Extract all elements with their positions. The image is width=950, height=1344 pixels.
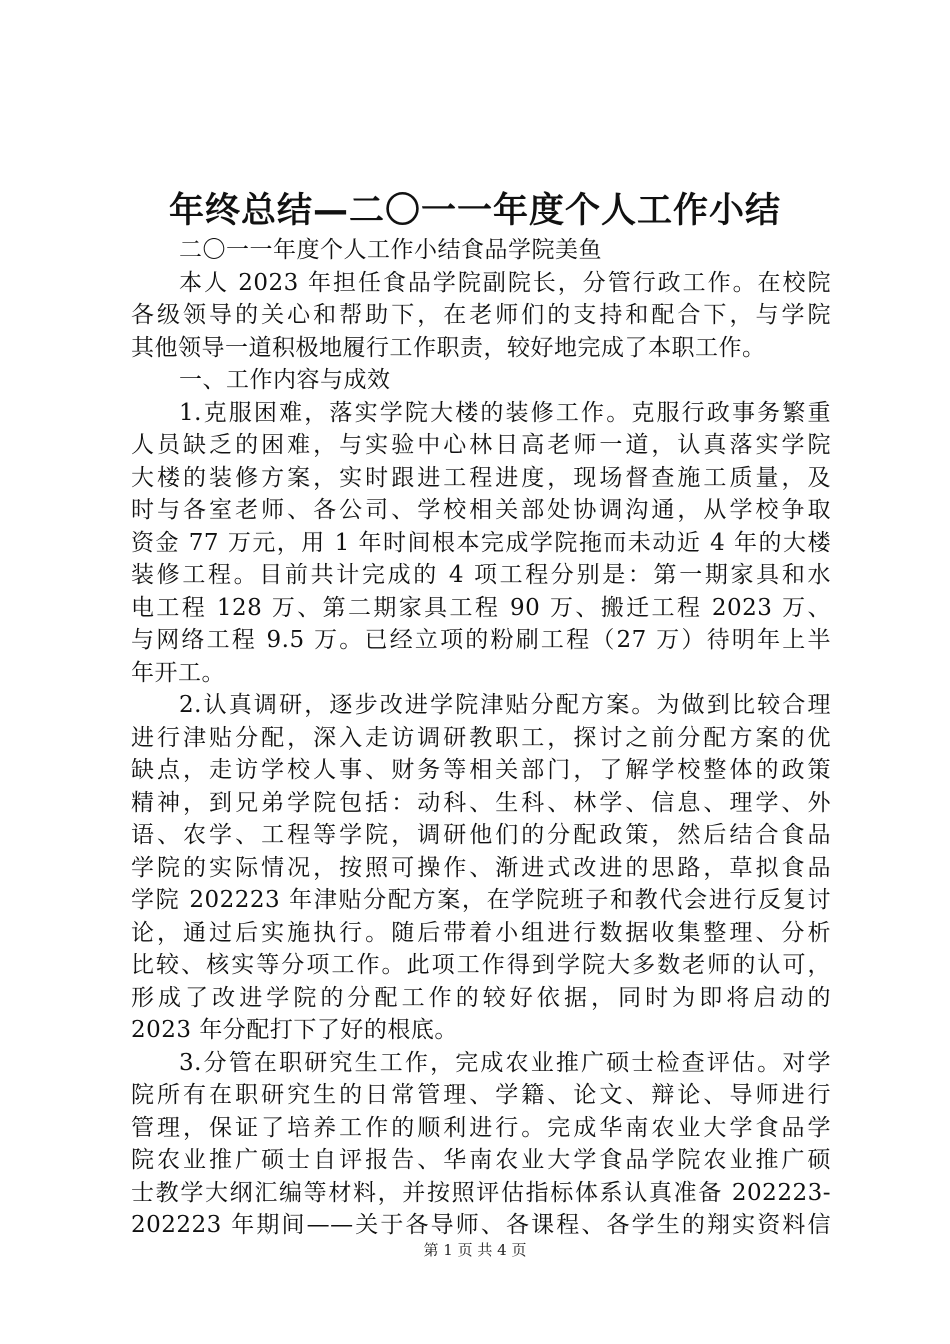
text-line: 论，通过后实施执行。随后带着小组进行数据收集整理、分析 xyxy=(131,919,831,946)
text-line: 1.克服困难，落实学院大楼的装修工作。克服行政事务繁重 xyxy=(179,399,831,426)
text-line: 本人 2023 年担任食品学院副院长，分管行政工作。在校院 xyxy=(179,269,831,296)
text-line: 精神，到兄弟学院包括：动科、生科、林学、信息、理学、外 xyxy=(131,789,831,816)
text-line: 士教学大纲汇编等材料，并按照评估指标体系认真准备 202223- xyxy=(131,1179,831,1206)
text-line: 缺点，走访学校人事、财务等相关部门，了解学校整体的政策 xyxy=(131,757,831,783)
text-line: 202223 年期间——关于各导师、各课程、各学生的翔实资料信 xyxy=(131,1212,831,1238)
text-line: 语、农学、工程等学院，调研他们的分配政策，然后结合食品 xyxy=(131,822,831,848)
text-line: 时与各室老师、各公司、学校相关部处协调沟通，从学校争取 xyxy=(131,497,831,523)
text-line: 装修工程。目前共计完成的 4 项工程分别是：第一期家具和水 xyxy=(131,562,831,588)
page-title: 年终总结—二〇一一年度个人工作小结 xyxy=(168,191,781,231)
page-footer: 第 1 页 共 4 页 xyxy=(423,1241,527,1259)
text-line: 院所有在职研究生的日常管理、学籍、论文、辩论、导师进行 xyxy=(131,1082,831,1108)
section-heading: 一、工作内容与成效 xyxy=(179,367,391,393)
text-line: 学院 202223 年津贴分配方案，在学院班子和教代会进行反复讨 xyxy=(131,887,831,913)
text-line: 与网络工程 9.5 万。已经立项的粉刷工程（27 万）待明年上半 xyxy=(131,627,831,653)
text-line: 2.认真调研，逐步改进学院津贴分配方案。为做到比较合理 xyxy=(179,692,831,718)
text-line: 电工程 128 万、第二期家具工程 90 万、搬迁工程 2023 万、 xyxy=(131,594,831,621)
text-line: 院农业推广硕士自评报告、华南农业大学食品学院农业推广硕 xyxy=(131,1147,831,1173)
text-line: 学院的实际情况，按照可操作、渐进式改进的思路，草拟食品 xyxy=(131,854,831,881)
text-line: 资金 77 万元，用 1 年时间根本完成学院拖而未动近 4 年的大楼 xyxy=(131,529,831,556)
text-line: 进行津贴分配，深入走访调研教职工，探讨之前分配方案的优 xyxy=(131,724,831,751)
document-body xyxy=(131,234,831,1242)
text-line: 二〇一一年度个人工作小结食品学院美鱼 xyxy=(179,237,602,263)
text-line: 3.分管在职研究生工作，完成农业推广硕士检查评估。对学 xyxy=(179,1049,831,1076)
text-line: 管理，保证了培养工作的顺利进行。完成华南农业大学食品学 xyxy=(131,1114,831,1141)
text-line: 其他领导一道积极地履行工作职责，较好地完成了本职工作。 xyxy=(131,334,766,361)
text-line: 形成了改进学院的分配工作的较好依据，同时为即将启动的 xyxy=(131,984,831,1011)
text-line: 人员缺乏的困难，与实验中心林日高老师一道，认真落实学院 xyxy=(131,432,831,458)
text-line: 比较、核实等分项工作。此项工作得到学院大多数老师的认可， xyxy=(131,952,831,978)
text-line: 各级领导的关心和帮助下，在老师们的支持和配合下，与学院 xyxy=(131,302,831,328)
text-line: 2023 年分配打下了好的根底。 xyxy=(131,1017,458,1043)
text-line: 大楼的装修方案，实时跟进工程进度，现场督查施工质量，及 xyxy=(131,464,831,491)
text-line: 年开工。 xyxy=(131,659,225,686)
